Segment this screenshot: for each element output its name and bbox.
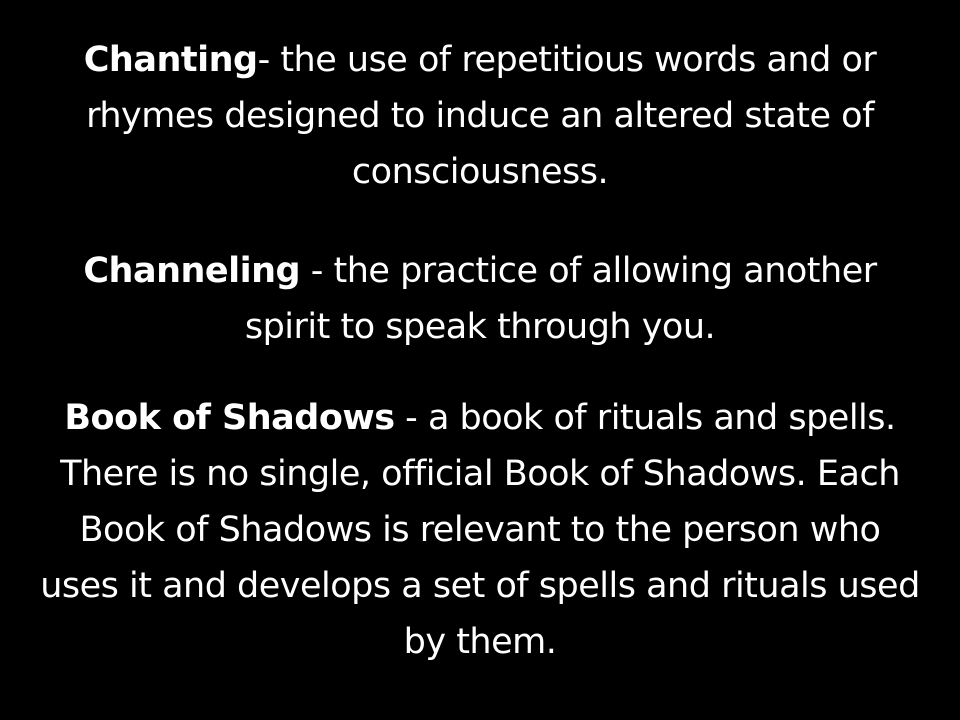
- definition-channeling: [40, 243, 920, 355]
- definition-chanting: [40, 32, 920, 200]
- separator-channeling: -: [300, 251, 334, 291]
- definition-book-of-shadows: [40, 390, 920, 670]
- definition-text-channeling: the practice of allowing another spirit to speak through you.: [244, 251, 877, 347]
- term-chanting: Chanting: [83, 40, 258, 80]
- term-book-of-shadows: Book of Shadows: [64, 398, 395, 438]
- definition-text-book-of-shadows: a book of rituals and spells. There is no single, official Book of Shadows. Each Book of Shadows is relevant to the person who uses it and develops a set of spells and rituals used by them.: [40, 398, 920, 662]
- term-channeling: Channeling: [83, 251, 301, 291]
- separator-chanting: -: [257, 40, 281, 80]
- definition-text-chanting: the use of repetitious words and or rhymes designed to induce an altered state of consciousness.: [86, 40, 877, 192]
- separator-book-of-shadows: -: [394, 398, 428, 438]
